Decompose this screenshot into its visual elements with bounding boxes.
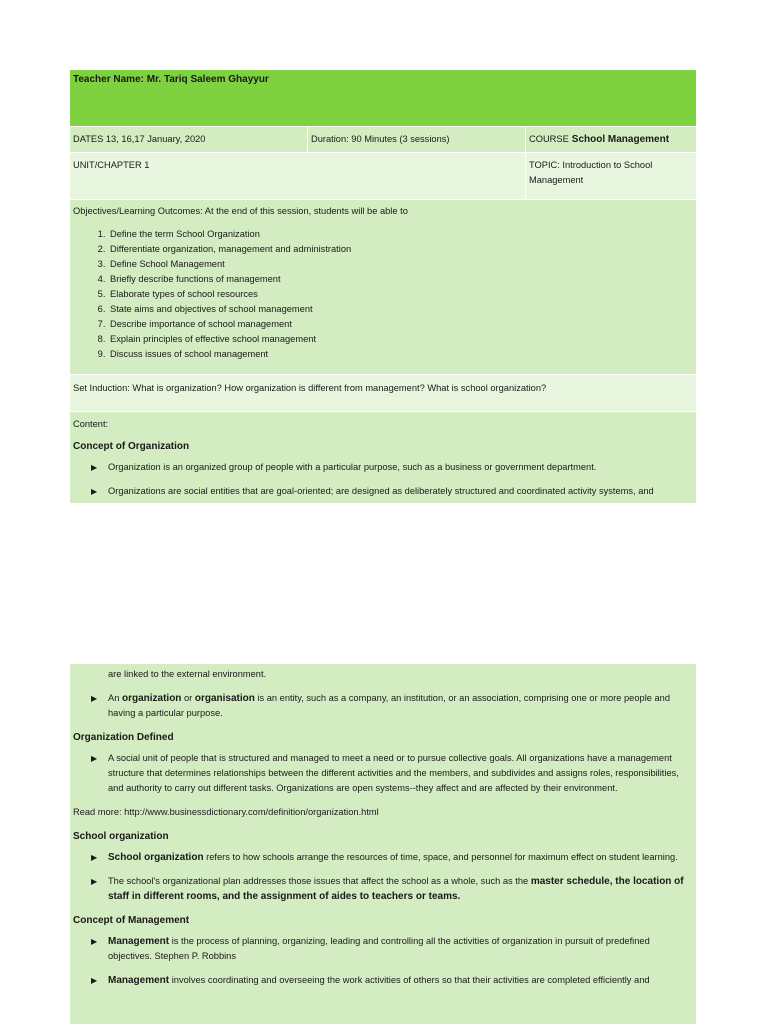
list-item: ▶ A social unit of people that is structured and managed to meet a need or to pursue collective goals. All organizations have a management structure that determines relationships between the different activities and the members, and subdivides and assigns roles, responsibilities, and authority to carry out different tasks. Organizations are open systems--they affect and are affected by their environment. [91,753,679,793]
lesson-plan-table-top [70,70,696,503]
read-more-link[interactable]: Read more: http://www.businessdictionary.com/definition/organization.html [73,807,379,817]
objective-item: 8. Explain principles of effective school management [108,332,693,347]
list-item: ▶ Organizations are social entities that are goal-oriented; are designed as deliberately structured and coordinated activity systems, and [73,484,693,499]
objective-item: 4. Briefly describe functions of management [108,272,693,287]
content-section-bottom [70,664,696,1024]
course-label: COURSE [529,134,569,144]
arrow-bullet-icon: ▶ [91,463,98,472]
arrow-bullet-icon: ▶ [91,754,98,763]
concept-of-management-heading: Concept of Management [73,915,190,926]
objective-item: 6. State aims and objectives of school management [108,302,693,317]
arrow-bullet-icon: ▶ [91,853,98,862]
objectives-intro: Objectives/Learning Outcomes: At the end of this session, students will be able to [73,206,408,216]
concept-of-organization-heading: Concept of Organization [73,441,190,452]
topic-cell: TOPIC: Introduction to School Management [526,153,696,199]
objective-item: 2. Differentiate organization, management and administration [108,242,693,257]
list-item: ▶ Management involves coordinating and overseeing the work activities of others so that their activities are completed efficiently and [91,975,650,986]
arrow-bullet-icon: ▶ [91,937,98,946]
list-item: ▶ Management is the process of planning, organizing, leading and controlling all the activities of organization in pursuit of predefined objectives. Stephen P. Robbins [91,936,650,961]
content-label: Content: [73,419,109,429]
unit-row [70,152,696,199]
arrow-bullet-icon: ▶ [91,976,98,985]
continued-text: are linked to the external environment. [108,669,267,679]
concept-of-organization-list [73,460,693,499]
duration-cell: Duration: 90 Minutes (3 sessions) [308,127,526,152]
unit-cell: UNIT/CHAPTER 1 [70,153,526,199]
objective-item: 3. Define School Management [108,257,693,272]
objectives-section [70,199,696,374]
content-section-top [70,411,696,503]
list-item: ▶ The school's organizational plan addresses those issues that affect the school as a whole, such as the master schedule, the location of staff in different rooms, and the assignment of aides to teachers or teams. [91,876,684,902]
lesson-plan-table-bottom [70,664,696,1024]
objective-item: 9. Discuss issues of school management [108,347,693,362]
list-item: ▶ An organization or organisation is an entity, such as a company, an institution, or an association, comprising one or more people and having a particular purpose. [91,693,671,718]
course-name: School Management [571,134,670,145]
objective-item: 7. Describe importance of school management [108,317,693,332]
objectives-list [73,227,693,362]
set-induction: Set Induction: What is organization? How organization is different from management? What is school organization? [70,374,696,411]
arrow-bullet-icon: ▶ [91,487,98,496]
concept-of-organization-list-cont [73,691,693,721]
objective-item: 1. Define the term School Organization [108,227,693,242]
school-organization-list [73,850,693,904]
organization-defined-list [73,751,693,796]
info-row [70,126,696,152]
concept-of-management-list [73,934,693,988]
list-item: ▶ School organization refers to how schools arrange the resources of time, space, and personnel for maximum effect on student learning. [91,852,678,863]
course-cell [526,127,696,152]
organization-defined-heading: Organization Defined [73,732,174,743]
list-item: ▶ Organization is an organized group of people with a particular purpose, such as a business or government department. [73,460,693,475]
objective-item: 5. Elaborate types of school resources [108,287,693,302]
dates-cell: DATES 13, 16,17 January, 2020 [70,127,308,152]
arrow-bullet-icon: ▶ [91,877,98,886]
arrow-bullet-icon: ▶ [91,694,98,703]
school-organization-heading: School organization [73,831,169,842]
teacher-name-header: Teacher Name: Mr. Tariq Saleem Ghayyur [70,70,696,126]
